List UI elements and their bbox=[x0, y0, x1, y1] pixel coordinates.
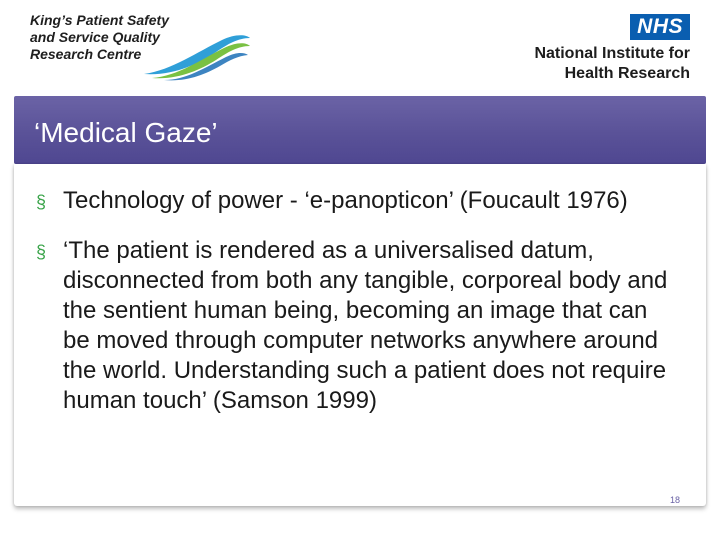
nihr-logo bbox=[534, 14, 690, 84]
bullet-item bbox=[36, 186, 676, 216]
nihr-line1: National Institute for bbox=[534, 45, 690, 62]
nihr-line2: Health Research bbox=[564, 65, 690, 82]
slide-title: ‘Medical Gaze’ bbox=[34, 117, 218, 148]
kings-patient-safety-logo bbox=[30, 12, 230, 82]
bullet-list bbox=[36, 186, 676, 416]
bullet-marker-icon: § bbox=[36, 192, 47, 212]
nihr-text bbox=[534, 44, 690, 84]
kings-logo-line1: King’s Patient Safety bbox=[30, 12, 170, 28]
bullet-item bbox=[36, 236, 676, 416]
page-number: 18 bbox=[670, 495, 681, 505]
kings-logo-text bbox=[30, 12, 169, 63]
kings-logo-line2: and Service Quality bbox=[30, 29, 160, 45]
bullet-marker-icon: § bbox=[36, 242, 47, 262]
bullet-text: Technology of power - ‘e-panopticon’ (Foucault 1976) bbox=[63, 187, 628, 214]
bullet-text: ‘The patient is rendered as a universalised datum, disconnected from both any tangible, corporeal body and the sentient human being, becoming an image that can be moved through computer networks anywhere around the world. Understanding such a patient does not require human touch’ (Samson 1999) bbox=[63, 237, 668, 414]
nhs-badge: NHS bbox=[630, 14, 690, 40]
kings-logo-line3: Research Centre bbox=[30, 46, 142, 62]
